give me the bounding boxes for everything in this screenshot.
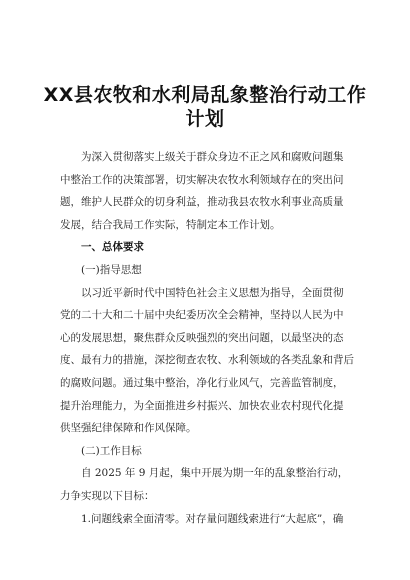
- paragraph-line: 发展，结合我局工作实际，特制定本工作计划。: [60, 218, 281, 231]
- paragraph-line: 以习近平新时代中国特色社会主义思想为指导，全面贯彻: [81, 286, 344, 299]
- paragraph-line: (二)工作目标: [81, 444, 142, 457]
- paragraph-line: 提升治理能力，为全面推进乡村振兴、加快农业农村现代化提: [60, 399, 344, 412]
- section-heading: 一、总体要求: [81, 241, 144, 254]
- document-body: [60, 146, 360, 530]
- document-title-line-1: XX县农牧和水利局乱象整治行动工作: [43, 84, 367, 106]
- document-title-line-2: 计划: [185, 108, 225, 130]
- paragraph-line: 的腐败问题。通过集中整治，净化行业风气，完善监管制度，: [60, 376, 344, 389]
- paragraph-line: 1.问题线索全面清零。对存量问题线索进行“大起底”，确: [81, 512, 344, 525]
- paragraph-line: 党的二十大和二十届中央纪委历次全会精神，坚持以人民为中: [60, 309, 344, 322]
- paragraph-line: 供坚强纪律保障和作风保障。: [60, 422, 197, 435]
- paragraph-line: 力争实现以下目标：: [60, 489, 155, 502]
- paragraph-line: 为深入贯彻落实上级关于群众身边不正之风和腐败问题集: [81, 151, 344, 163]
- paragraph-line: 题，维护人民群众的切身利益，推动我县农牧水利事业高质量: [60, 196, 344, 209]
- paragraph-line: 度、最有力的措施，深挖彻查农牧、水利领域的各类乱象和背后: [60, 354, 354, 367]
- paragraph-line: 中整治工作的决策部署，切实解决农牧水利领域存在的突出问: [60, 173, 344, 186]
- paragraph-line: (一)指导思想: [81, 263, 142, 276]
- paragraph-line: 心的发展思想，聚焦群众反映强烈的突出问题，以最坚决的态: [60, 331, 344, 344]
- paragraph-line: 自 2025 年 9 月起，集中开展为期一年的乱象整治行动，: [81, 467, 349, 480]
